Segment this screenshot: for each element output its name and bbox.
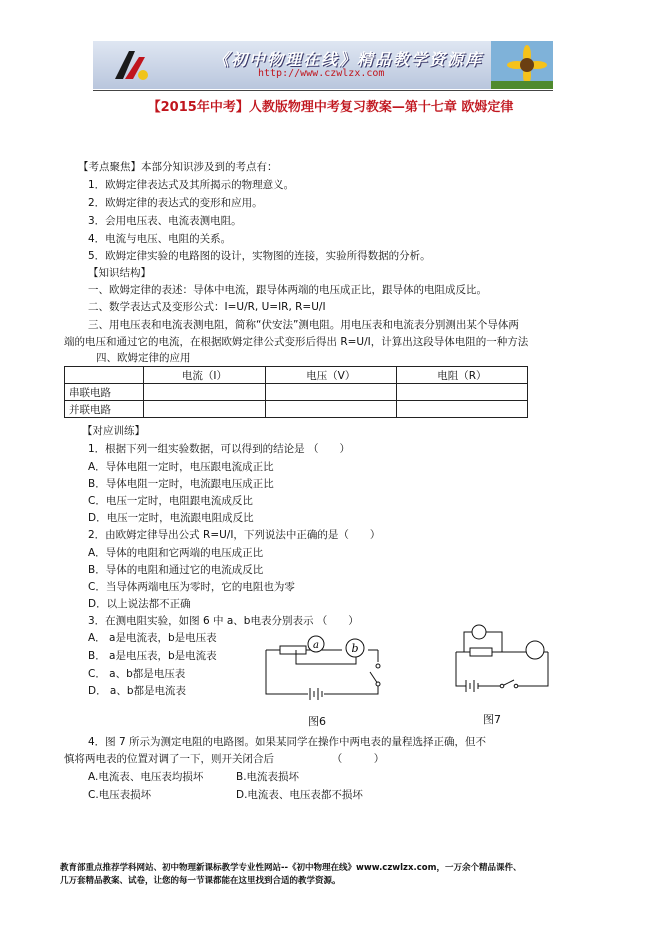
meter-b-label: b [351,642,359,655]
question-2: 2．由欧姆定律导出公式 R=U/I，下列说法中正确的是（ ） [88,529,381,541]
table-header-cell [65,367,144,384]
question-3: 3．在测电阻实验，如图 6 中 a、b电表分别表示 （ ） [88,615,359,627]
question-option: C．当导体两端电压为零时，它的电阻也为零 [88,581,295,593]
table-cell [396,401,527,418]
knowledge-line: 端的电压和通过它的电流，在根据欧姆定律公式变形后得出 R=U/I，计算出这段导体电阻的一种方法 [64,336,529,348]
table-cell [265,384,396,401]
table-header-cell: 电压（V） [265,367,396,384]
question-4: 4．图 7 所示为测定电阻的电路图。如果某同学在操作中两电表的量程选择正确，但不 [88,736,487,748]
knowledge-line: 四、欧姆定律的应用 [96,352,191,364]
banner-title: 《初中物理在线》精品教学资源库 [213,50,484,69]
question-option: D． a、b都是电流表 [88,685,187,697]
table-row-label: 并联电路 [65,401,144,418]
question-option: C． a、b都是电压表 [88,668,186,680]
question-option: A.电流表、电压表均损坏 [88,771,204,783]
exercise-heading: 【对应训练】 [82,425,145,437]
ohm-application-table [64,366,528,418]
site-logo [109,45,153,85]
exam-point: 5．欧姆定律实验的电路图的设计，实物图的连接，实验所得数据的分析。 [88,250,431,262]
exam-points-intro: 【考点聚焦】本部分知识涉及到的考点有： [78,161,278,173]
exam-point: 3．会用电压表、电流表测电阻。 [88,215,242,227]
question-option: D.电流表、电压表都不损坏 [236,789,363,801]
meter-a-label: a [313,640,319,651]
table-row [65,401,528,418]
question-option: D．电压一定时，电流跟电阻成反比 [88,512,254,524]
exam-point: 1．欧姆定律表达式及其所揭示的物理意义。 [88,179,295,191]
banner-url[interactable]: http://www.czwlzx.com [258,68,385,79]
circuit-figure-6 [246,626,396,706]
question-option: A．导体的电阻和它两端的电压成正比 [88,547,264,559]
question-option: A． a是电流表，b是电压表 [88,632,217,644]
knowledge-heading: 【知识结构】 [88,267,151,279]
question-4-cont: 慎将两电表的位置对调了一下，则开关闭合后 （ ） [64,753,385,765]
header-divider [93,90,553,91]
table-header-cell: 电流（I） [144,367,266,384]
footer-line: 几万套精品教案、试卷，让您的每一节课都能在这里找到合适的教学资源。 [60,876,341,886]
document-title: 【2015年中考】人教版物理中考复习教案—第十七章 欧姆定律 [147,100,514,115]
table-header-cell: 电阻（R） [396,367,527,384]
question-option: B.电流表损坏 [236,771,300,783]
question-option: C．电压一定时，电阻跟电流成反比 [88,495,253,507]
question-option: B．导体电阻一定时，电流跟电压成正比 [88,478,274,490]
question-option: B．导体的电阻和通过它的电流成反比 [88,564,264,576]
question-option: B． a是电压表，b是电流表 [88,650,217,662]
question-option: D．以上说法都不正确 [88,598,191,610]
header-banner [93,41,553,89]
table-row [65,384,528,401]
table-cell [144,401,266,418]
figure-7-caption: 图7 [483,713,501,726]
table-header-row [65,367,528,384]
question-option: A．导体电阻一定时，电压跟电流成正比 [88,461,274,473]
exam-point: 2．欧姆定律的表达式的变形和应用。 [88,197,263,209]
question-1: 1．根据下列一组实验数据，可以得到的结论是 （ ） [88,443,351,455]
figure-6-caption: 图6 [308,715,326,728]
knowledge-line: 三、用电压表和电流表测电阻，简称“伏安法”测电阻。用电压表和电流表分别测出某个导体两 [88,319,519,331]
table-cell [396,384,527,401]
exam-point: 4．电流与电压、电阻的关系。 [88,233,232,245]
table-row-label: 串联电路 [65,384,144,401]
formula-line: 二、数学表达式及变形公式：I=U/R, U=IR, R=U/I [88,301,326,313]
table-cell [144,384,266,401]
sunflower-image [491,41,553,89]
knowledge-line: 一、欧姆定律的表述：导体中电流，跟导体两端的电压成正比，跟导体的电阻成反比。 [88,284,487,296]
table-cell [265,401,396,418]
question-option: C.电压表损坏 [88,789,152,801]
footer-line: 教育部重点推荐学科网站、初中物理新课标教学专业性网站--《初中物理在线》www.czwlzx.com，一万余个精品课件、 [60,863,522,873]
